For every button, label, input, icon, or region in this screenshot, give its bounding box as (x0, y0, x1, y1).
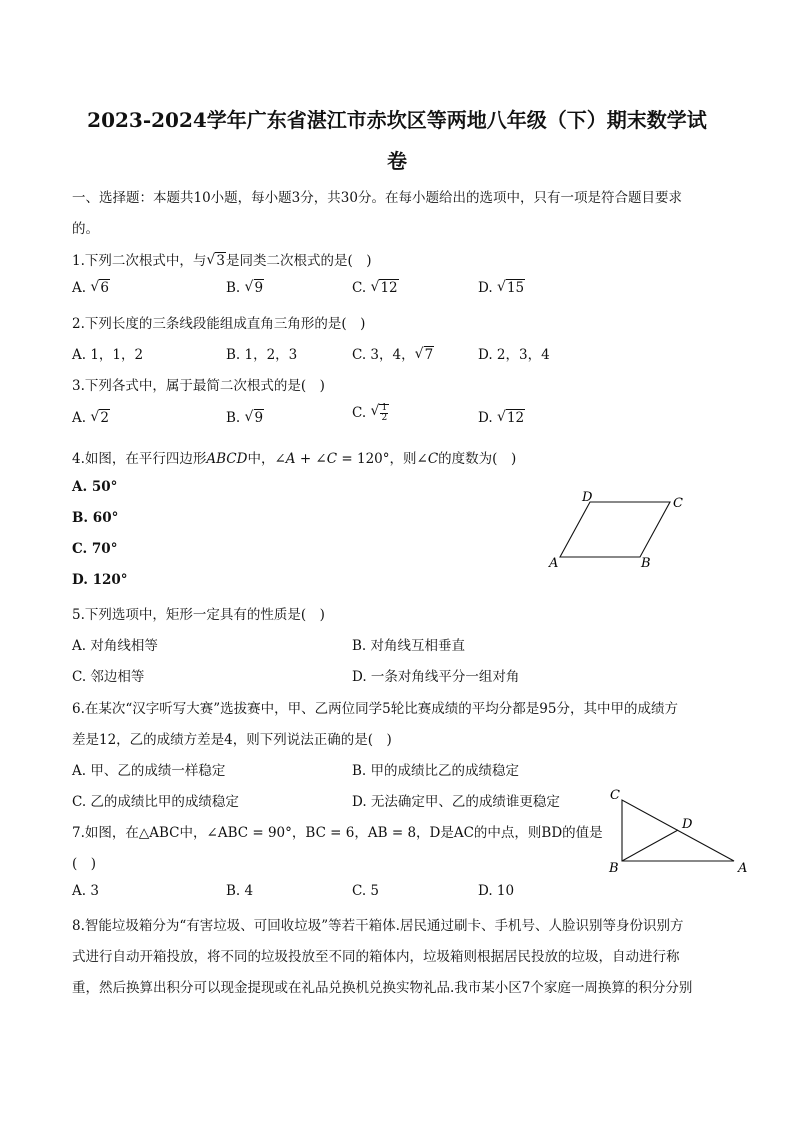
question-2-stem: 2.下列长度的三条线段能组成直角三角形的是( ) (72, 316, 366, 332)
question-5-option-d: D. 一条对角线平分一组对角 (352, 669, 520, 685)
question-1-option-b: B. √ 9 (226, 279, 264, 296)
vertex-label-b: B (609, 861, 619, 876)
question-2-option-b: B. 1，2，3 (226, 347, 298, 363)
question-5-stem: 5.下列选项中，矩形一定具有的性质是( ) (72, 607, 325, 623)
question-2-option-a: A. 1，1，2 (72, 347, 144, 363)
question-2-option-c: C. 3，4， √ 7 (352, 346, 434, 363)
question-8-stem-line2: 式进行自动开箱投放，将不同的垃圾投放至不同的箱体内，垃圾箱则根据居民投放的垃圾，自动进行称 (72, 949, 680, 965)
question-8-stem-line1: 8.智能垃圾箱分为“有害垃圾、可回收垃圾”等若干箱体.居民通过刷卡、手机号、人脸识别等身份识别方 (72, 918, 684, 934)
question-1-option-c: C. √ 12 (352, 279, 398, 296)
question-3-stem: 3.下列各式中，属于最简二次根式的是( ) (72, 378, 325, 394)
parallelogram-figure (540, 485, 700, 575)
question-3-option-a: A. √ 2 (72, 409, 109, 426)
question-2-option-d: D. 2，3，4 (478, 347, 550, 363)
sqrt-symbol: √ 3 (206, 252, 225, 269)
question-7-option-d: D. 10 (478, 883, 515, 899)
question-4-option-c: C. 70° (72, 541, 118, 557)
question-3-option-c: C. √ $\frac{1}{2}$ (352, 403, 388, 423)
vertex-label-c: C (673, 496, 683, 511)
question-8-stem-line3: 重，然后换算出积分可以现金提现或在礼品兑换机兑换实物礼品.我市某小区7个家庭一周换算的积分分别 (72, 980, 693, 996)
vertex-label-a: A (549, 556, 559, 571)
vertex-label-a: A (738, 861, 748, 876)
vertex-label-c: C (610, 788, 620, 803)
question-4-option-d: D. 120° (72, 572, 128, 588)
question-6-option-c: C. 乙的成绩比甲的成绩稳定 (72, 794, 239, 810)
question-1-stem: 1.下列二次根式中，与 √ 3是同类二次根式的是( ) (72, 252, 372, 269)
section-instruction-line1: 一、选择题：本题共10小题，每小题3分，共30分。在每小题给出的选项中，只有一项是符合题目要求 (72, 190, 682, 206)
question-7-option-b: B. 4 (226, 883, 254, 899)
question-5-option-c: C. 邻边相等 (72, 669, 145, 685)
question-1-option-a: A. √ 6 (72, 279, 109, 296)
question-4-option-b: B. 60° (72, 510, 119, 526)
question-4-option-a: A. 50° (72, 479, 118, 495)
question-6-stem-line2: 差是12，乙的成绩方差是4，则下列说法正确的是( ) (72, 732, 392, 748)
section-instruction-line2: 的。 (72, 221, 99, 237)
question-7-stem-line1: 7.如图，在△ABC中，∠ABC = 90°，BC = 6，AB = 8，D是AC的中点，则BD的值是 (72, 825, 603, 841)
vertex-label-b: B (641, 556, 651, 571)
question-4-stem: 4.如图，在平行四边形ABCD中，∠A + ∠C = 120°，则∠C的度数为( ) (72, 451, 517, 467)
question-6-option-d: D. 无法确定甲、乙的成绩谁更稳定 (352, 794, 560, 810)
point-label-d: D (682, 817, 693, 832)
question-6-option-a: A. 甲、乙的成绩一样稳定 (72, 763, 226, 779)
right-triangle-figure (604, 783, 754, 878)
question-5-option-b: B. 对角线互相垂直 (352, 638, 466, 654)
exam-title-line2: 卷 (387, 149, 407, 173)
median-bd (622, 830, 678, 861)
question-3-option-d: D. √ 12 (478, 409, 525, 426)
question-7-option-a: A. 3 (72, 883, 99, 899)
question-6-stem-line1: 6.在某次“汉字听写大赛”选拔赛中，甲、乙两位同学5轮比赛成绩的平均分都是95分，其中甲的成绩方 (72, 701, 678, 717)
parallelogram-shape (560, 502, 670, 557)
question-1-option-d: D. √ 15 (478, 279, 525, 296)
vertex-label-d: D (582, 490, 593, 505)
question-7-stem-line2: ( ) (72, 856, 97, 872)
question-6-option-b: B. 甲的成绩比乙的成绩稳定 (352, 763, 520, 779)
exam-title-line1: 2023-2024学年广东省湛江市赤坎区等两地八年级（下）期末数学试 (87, 108, 707, 132)
question-5-option-a: A. 对角线相等 (72, 638, 158, 654)
question-3-option-b: B. √ 9 (226, 409, 264, 426)
question-7-option-c: C. 5 (352, 883, 380, 899)
